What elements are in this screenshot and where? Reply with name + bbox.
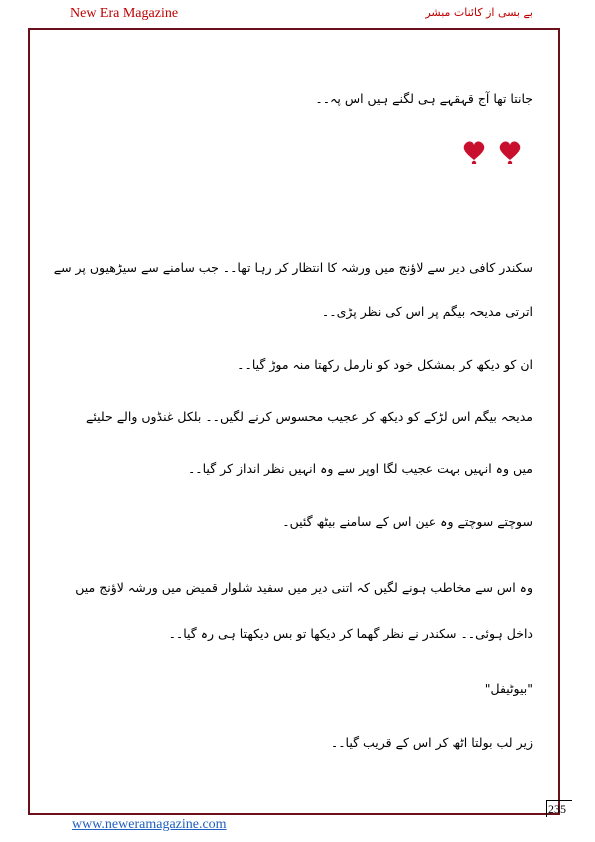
body-line-1: جانتا تھا آج قہقہے ہی لگنے ہیں اس پہ۔۔: [315, 91, 533, 106]
footer-link[interactable]: www.neweramagazine.com: [72, 817, 227, 832]
body-line-2: سکندر کافی دیر سے لاؤنج میں ورشہ کا انتظار کر رہا تھا۔۔ جب سامنے سے سیڑھیوں پر سے: [53, 260, 533, 275]
novel-title: بے بسی از کائنات مبشر: [425, 6, 533, 19]
body-line-3: اترتی مدیحہ بیگم پر اس کی نظر پڑی۔۔: [321, 304, 533, 319]
body-line-6: میں وہ انہیں بہت عجیب لگا اوپر سے وہ انہیں نظر انداز کر گیا۔۔: [187, 461, 533, 476]
body-line-4: ان کو دیکھ کر بمشکل خود کو نارمل رکھتا منہ موڑ گیا۔۔: [237, 357, 533, 372]
body-line-9: داخل ہوئی۔۔ سکندر نے نظر گھما کر دیکھا تو بس دیکھتا ہی رہ گیا۔۔: [168, 626, 533, 641]
body-line-7: سوچتے سوچتے وہ عین اس کے سامنے بیٹھ گئیں۔: [282, 514, 533, 529]
body-line-11: زیر لب بولتا اٹھ کر اس کے قریب گیا۔۔: [330, 735, 533, 750]
page-number: 235: [546, 800, 572, 817]
body-line-5: مدیحہ بیگم اس لڑکے کو دیکھ کر عجیب محسوس کرنے لگیں۔۔ بلکل غنڈوں والے حلیئے: [86, 409, 533, 424]
heart-exclamation-icon: [500, 141, 521, 164]
decoration-hearts: [458, 138, 528, 164]
body-line-8: وہ اس سے مخاطب ہونے لگیں کہ اتنی دیر میں سفید شلوار قمیض میں ورشہ لاؤنج میں: [75, 580, 533, 595]
magazine-name: New Era Magazine: [70, 6, 179, 21]
heart-exclamation-icon: [464, 141, 485, 164]
body-line-10: "بیوٹیفل": [484, 681, 533, 696]
